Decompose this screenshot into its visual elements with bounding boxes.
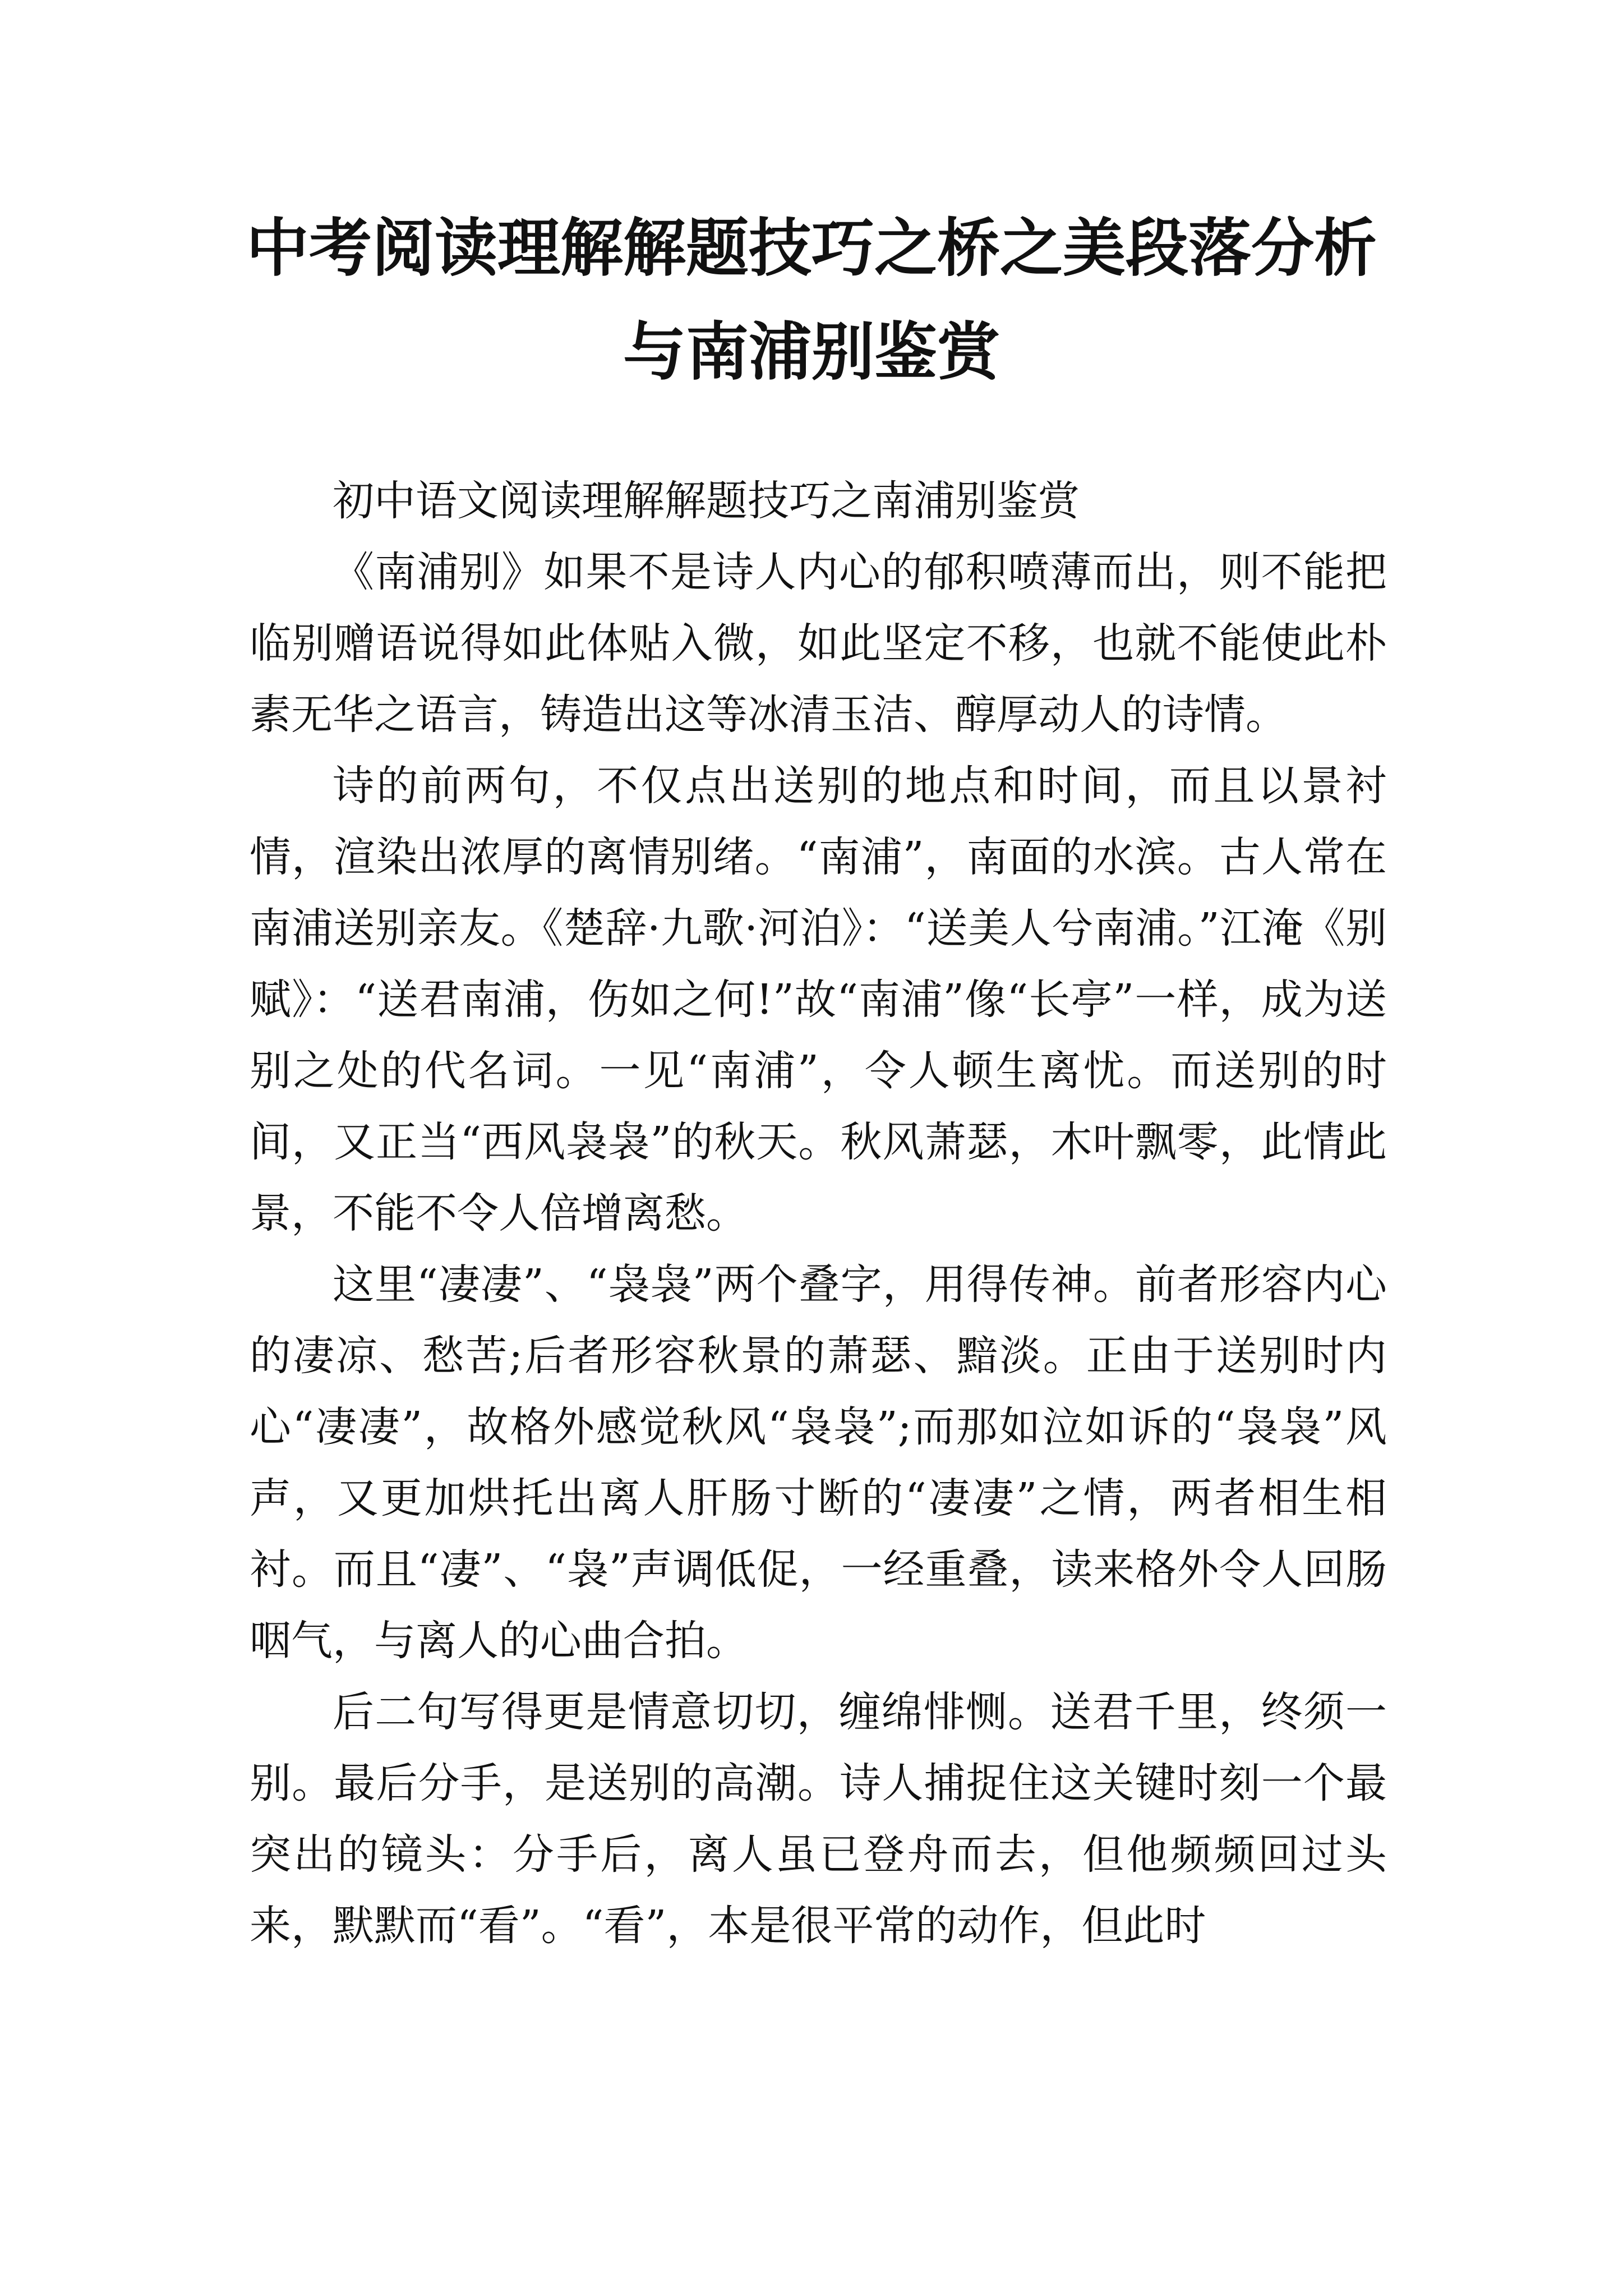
paragraph-first-two-lines: 诗的前两句，不仅点出送别的地点和时间，而且以景衬情，渲染出浓厚的离情别绪。“南浦”，南面的水滨。古人常在南浦送别亲友。《楚辞·九歌·河泊》：“送美人兮南浦。”江淹《别赋》：“送君南浦，伤如之何!”故“南浦”像“长亭”一样，成为送别之处的代名词。一见“南浦”，令人顿生离忧。而送别的时间，又正当“西风袅袅”的秋天。秋风萧瑟，木叶飘零，此情此景，不能不令人倍增离愁。 — [250, 762, 1387, 1237]
paragraph-reduplication: 这里“凄凄”、“袅袅”两个叠字，用得传神。前者形容内心的凄凉、愁苦;后者形容秋景的萧瑟、黯淡。正由于送别时内心“凄凄”，故格外感觉秋风“袅袅”;而那如泣如诉的“袅袅”风声，又更加烘托出离人肝肠寸断的“凄凄”之情，两者相生相衬。而且“凄”、“袅”声调低促，一经重叠，读来格外令人回肠咽气，与离人的心曲合拍。 — [250, 1260, 1387, 1665]
document-body — [250, 466, 1387, 1962]
paragraph-last-two-lines: 后二句写得更是情意切切，缠绵悱恻。送君千里，终须一别。最后分手，是送别的高潮。诗人捕捉住这关键时刻一个最突出的镜头：分手后，离人虽已登舟而去，但他频频回过头来，默默而“看”。“看”，本是很平常的动作，但此时 — [250, 1688, 1387, 1950]
title-line-1: 中考阅读理解解题技巧之桥之美段落分析 — [246, 211, 1377, 285]
title-line-2: 与南浦别鉴赏 — [623, 315, 1000, 389]
paragraph-intro: 《南浦别》如果不是诗人内心的郁积喷薄而出，则不能把临别赠语说得如此体贴入微，如此坚定不移，也就不能使此朴素无华之语言，铸造出这等冰清玉洁、醇厚动人的诗情。 — [250, 548, 1387, 739]
paragraph-subtitle: 初中语文阅读理解解题技巧之南浦别鉴赏 — [333, 477, 1080, 525]
document-title — [236, 196, 1387, 404]
